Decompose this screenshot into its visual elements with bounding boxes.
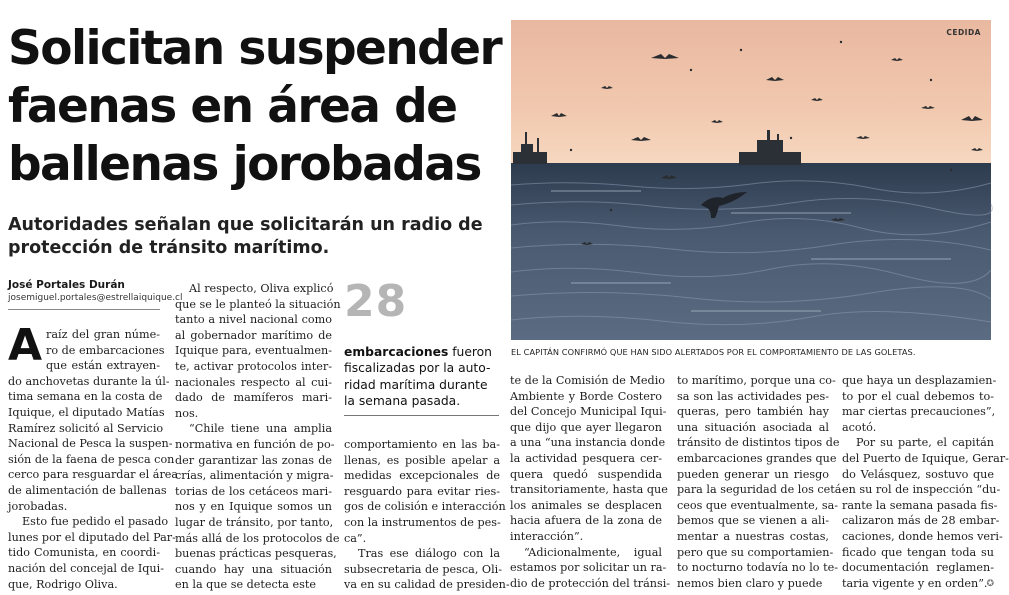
article-line: que haya un desplazamien- — [842, 374, 997, 387]
pullquote-line-rest: fueron — [448, 345, 492, 359]
article-line: te de la Comisión de Medio — [510, 374, 666, 387]
article-line: resguardo para evitar ries- — [344, 484, 500, 498]
sea-sunset-photo — [511, 20, 991, 340]
article-line: acotó. — [842, 420, 877, 434]
pullquote-line: fiscalizadas por la auto- — [344, 361, 491, 376]
article-line: der garantizar las zonas de — [175, 453, 332, 467]
article-line: Iquique para, eventualmen- — [175, 344, 332, 358]
article-column-5 — [677, 373, 846, 591]
article-line: nemos bien claro y puede — [677, 576, 823, 590]
article-line: tanto a nivel nacional como — [175, 313, 332, 327]
author-email[interactable]: josemiguel.portales@estrellaiquique.cl — [8, 293, 183, 303]
article-line: sión de la faena de pesca con — [8, 452, 175, 466]
article-line: raíz del gran núme- — [46, 328, 160, 341]
article-line: sa son las actividades pes- — [677, 389, 829, 403]
article-line: cerco para resguardar el área — [8, 468, 179, 482]
article-line: nacionales respecto al cui- — [175, 375, 332, 389]
article-line: ceos que eventualmente, sa- — [677, 498, 839, 512]
article-line: Al respecto, Oliva explicó — [189, 282, 334, 295]
article-line: taria vigente y en orden”. — [842, 576, 988, 590]
article-line: normativa en función de po- — [175, 437, 335, 451]
headline-line: ballenas jorobadas — [8, 137, 481, 192]
article-line: más allá de los protocolos de — [175, 531, 340, 545]
article-line: mar ciertas precauciones”, — [842, 405, 996, 419]
article-line: nos y en Iquique somos un — [175, 500, 332, 514]
article-line: tránsito de distintos tipos de — [677, 436, 840, 450]
article-line: Ramírez solicitó al Servicio — [8, 421, 164, 435]
photo-credit: CEDIDA — [946, 28, 981, 37]
article-line: crías, alimentación y migra- — [175, 469, 334, 483]
article-line: Nacional de Pesca la suspen- — [8, 437, 173, 451]
author-name: José Portales Durán — [8, 279, 125, 291]
end-mark-icon: ✪ — [986, 579, 994, 589]
article-line: Por su parte, el capitán — [856, 436, 994, 450]
pullquote-divider — [344, 415, 499, 416]
subheadline — [8, 214, 503, 260]
article-line: al gobernador marítimo de — [175, 328, 332, 342]
article-line: para la seguridad de los cetá- — [677, 483, 846, 497]
article-photo — [511, 20, 991, 340]
article-line: te, activar protocolos inter- — [175, 359, 332, 373]
article-line: ro de embarcaciones — [46, 343, 165, 357]
article-line: va en su calidad de presiden- — [344, 578, 510, 592]
article-line: pero que su comportamien- — [677, 545, 834, 559]
article-line: los animales se desplacen — [510, 498, 662, 512]
article-line: de alimentación de ballenas — [8, 483, 167, 497]
pullquote-text — [344, 344, 504, 410]
article-line: “Chile tiene una amplia — [189, 422, 332, 436]
article-line: del Concejo Municipal Iqui- — [510, 405, 667, 419]
article-line: jorobadas. — [8, 499, 68, 513]
article-line: queras, pero también hay — [677, 405, 829, 419]
article-line: tima semana en la costa de — [8, 390, 163, 404]
article-line: transitoriamente, hasta que — [510, 483, 668, 497]
article-line: tido Comunista, en coordi- — [8, 546, 160, 560]
article-column-4 — [510, 373, 671, 591]
article-line: comportamiento en las ba- — [344, 438, 500, 451]
article-line: del Puerto de Iquique, Gerar- — [842, 451, 1009, 465]
article-line: que, Rodrigo Oliva. — [8, 577, 118, 591]
article-line: llenas, es posible apelar a — [344, 453, 500, 467]
article-line: con la instrumentos de pes- — [344, 515, 501, 529]
article-line: documentación reglamen- — [842, 561, 994, 575]
article-line: Tras ese diálogo con la — [358, 547, 500, 561]
article-line: dado de mamíferos mari- — [175, 391, 332, 405]
article-line: calizaron más de 28 embar- — [842, 514, 1000, 528]
subheadline-line: Autoridades señalan que solicitarán un radio de — [8, 215, 483, 235]
article-column-2 — [175, 281, 341, 593]
headline — [8, 20, 503, 194]
subheadline-line: protección de tránsito marítimo. — [8, 238, 330, 258]
drop-cap: A — [8, 320, 43, 371]
article-line: bemos que se vienen a ali- — [677, 514, 829, 528]
article-line: una situación asociada al — [677, 420, 829, 434]
article-column-3 — [344, 437, 510, 593]
article-line: mentar a nuestras costas, — [677, 529, 829, 543]
pullquote-lead: embarcaciones — [344, 345, 449, 359]
article-line: interacción”. — [510, 529, 584, 543]
pullquote-line — [344, 344, 504, 360]
pullquote-line: la semana pasada. — [344, 394, 461, 409]
article-column-6 — [842, 373, 1009, 591]
article-line: gos de colisión e interacción — [344, 500, 506, 514]
article-line: la actividad pesquera cer- — [510, 451, 662, 465]
article-line: to por el cual debemos to- — [842, 389, 994, 403]
article-line: pueden generar un riesgo — [677, 467, 829, 481]
headline-line: Solicitan suspender — [8, 21, 502, 76]
article-line: nación del concejal de Iqui- — [8, 561, 164, 575]
article-line: Ambiente y Borde Costero — [510, 389, 662, 403]
article-line: buenas prácticas pesqueras, — [175, 547, 337, 561]
article-line: do anchovetas durante la úl- — [8, 374, 170, 388]
article-line: nos. — [175, 406, 199, 420]
article-line: que dijo que ayer llegaron — [510, 420, 662, 434]
article-line: estamos por solicitar un ra- — [510, 561, 667, 575]
article-line: Esto fue pedido el pasado — [22, 515, 169, 529]
article-line: embarcaciones grandes que — [677, 451, 837, 465]
article-line: do Velásquez, sostuvo que — [842, 467, 994, 481]
headline-line: faenas en área de — [8, 79, 457, 134]
article-line: cuando hay una situación — [175, 562, 332, 576]
byline-divider — [8, 309, 160, 310]
article-line: que se le planteó la situación — [175, 297, 341, 311]
article-line: en su rol de inspección “du- — [842, 483, 1001, 497]
article-line: dio de protección del tránsi- — [510, 576, 671, 590]
article-line: to marítimo, porque una co- — [677, 374, 836, 387]
article-line: caciones, donde hemos veri- — [842, 529, 1003, 543]
article-line: torias de los cetáceos mari- — [175, 484, 332, 498]
pullquote-line: ridad marítima durante — [344, 377, 488, 392]
article-line: to nocturno todavía no lo te- — [677, 561, 838, 575]
article-line: rante la semana pasada fis- — [842, 498, 998, 512]
article-line: “Adicionalmente, igual — [524, 545, 662, 559]
article-column-1 — [8, 327, 179, 592]
article-line: Iquique, el diputado Matías — [8, 405, 165, 419]
article-line: medidas excepcionales de — [344, 469, 500, 483]
byline — [8, 278, 183, 304]
article-line: a una “una instancia donde — [510, 436, 666, 450]
pullquote-number: 28 — [344, 276, 408, 327]
article-line: ficado que tengan toda su — [842, 545, 994, 559]
article-line: que están extrayen- — [46, 359, 160, 373]
article-line: en la que se detecta este — [175, 578, 317, 592]
photo-caption: EL CAPITÁN CONFIRMÓ QUE HAN SIDO ALERTADOS POR EL COMPORTAMIENTO DE LAS GOLETAS. — [511, 347, 916, 357]
article-line: quera quedó suspendida — [510, 467, 662, 481]
article-line: ca”. — [344, 531, 367, 545]
article-line: subsecretaria de pesca, Oli- — [344, 562, 503, 576]
article-line: lunes por el diputado del Par- — [8, 530, 176, 544]
article-line: hacia afuera de la zona de — [510, 514, 662, 528]
article-line: lugar de tránsito, por tanto, — [175, 515, 334, 529]
